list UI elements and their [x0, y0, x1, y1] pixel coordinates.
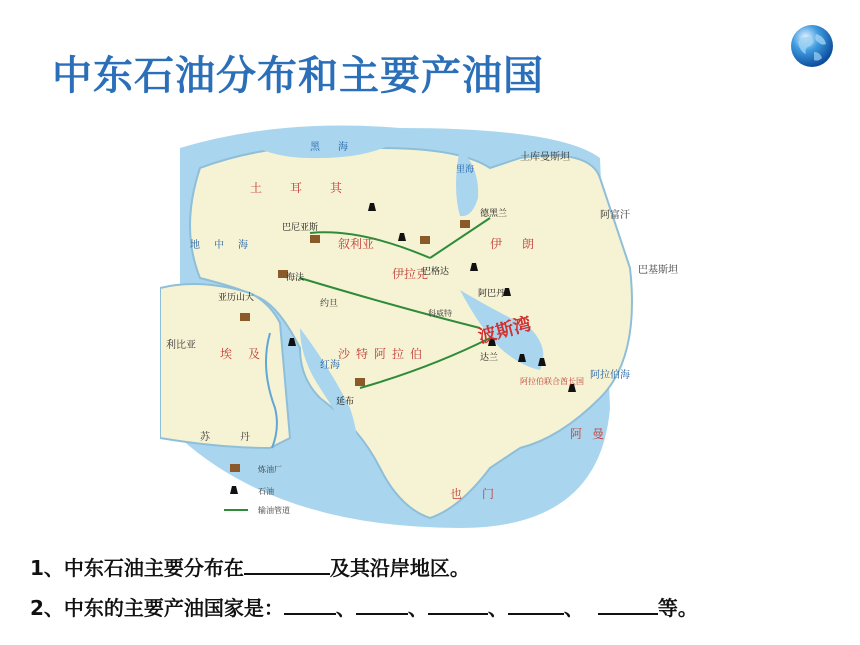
- label-afghanistan: 阿富汗: [600, 210, 630, 221]
- label-alexandria: 亚历山大: [218, 293, 255, 303]
- label-iran: 伊朗: [490, 237, 555, 251]
- label-libya: 利比亚: [166, 340, 196, 351]
- refinery-icon: [355, 378, 365, 386]
- question-1-prefix: 、中东石油主要分布在: [43, 556, 244, 580]
- legend-pipeline-label: 输油管道: [258, 506, 290, 515]
- refinery-icon: [460, 220, 470, 228]
- question-2-blank-3[interactable]: [428, 595, 488, 615]
- question-2-separator: 、: [335, 596, 356, 620]
- label-jordan: 约旦: [320, 299, 339, 309]
- label-baghdad: 巴格达: [422, 267, 450, 277]
- label-red-sea: 红海: [320, 360, 340, 371]
- question-2-separator: 、: [563, 596, 584, 620]
- question-1-number: 1: [30, 556, 44, 580]
- globe-icon: [788, 22, 836, 70]
- question-1-blank[interactable]: [244, 555, 330, 575]
- refinery-icon: [420, 236, 430, 244]
- label-arabian-sea: 阿拉伯海: [590, 370, 630, 381]
- label-haifa: 海法: [286, 273, 305, 283]
- label-syria: 叙利亚: [338, 237, 375, 251]
- question-2-separator: 、: [407, 596, 428, 620]
- question-1-suffix: 及其沿岸地区。: [329, 556, 470, 580]
- page-title: 中东石油分布和主要产油国: [52, 53, 544, 99]
- label-saudi: 沙特阿拉伯: [338, 347, 429, 361]
- label-oman: 阿曼: [570, 427, 615, 441]
- legend-refinery-icon: [230, 464, 240, 472]
- label-persian-gulf: 波斯湾: [476, 313, 534, 348]
- label-pakistan: 巴基斯坦: [638, 265, 678, 276]
- question-1: [30, 552, 470, 581]
- question-2-suffix: 等。: [657, 596, 698, 620]
- middle-east-map: [160, 108, 680, 540]
- label-yanbu: 延布: [336, 397, 355, 407]
- question-2-blank-2[interactable]: [356, 595, 408, 615]
- question-2-blank-1[interactable]: [284, 595, 336, 615]
- question-2-blank-4[interactable]: [508, 595, 564, 615]
- legend-oil-well-label: 石油: [258, 487, 274, 496]
- label-sudan: 苏丹: [200, 432, 280, 443]
- question-2-number: 2: [30, 596, 44, 620]
- question-2-prefix: 、中东的主要产油国家是：: [43, 596, 284, 620]
- label-abadan: 阿巴丹: [478, 289, 506, 299]
- label-turkey: 土耳其: [250, 181, 371, 195]
- label-yemen: 也门: [450, 487, 515, 501]
- africa-land: [160, 284, 290, 448]
- label-mediterranean: 地中海: [190, 240, 262, 251]
- label-turkmenistan: 土库曼斯坦: [520, 152, 570, 163]
- question-2-blank-5[interactable]: [598, 595, 658, 615]
- label-iraq: 伊拉克: [392, 267, 429, 281]
- label-dhahran: 达兰: [480, 353, 499, 363]
- refinery-icon: [240, 313, 250, 321]
- label-caspian-sea: 里海: [456, 165, 475, 175]
- refinery-icon: [310, 235, 320, 243]
- label-baniyas: 巴尼亚斯: [282, 223, 319, 233]
- label-kuwait: 科威特: [428, 309, 452, 318]
- question-2-separator: 、: [487, 596, 508, 620]
- question-2: [30, 592, 698, 621]
- legend-refinery-label: 炼油厂: [258, 465, 282, 474]
- label-egypt: 埃及: [220, 347, 277, 361]
- label-uae: 阿拉伯联合酋长国: [520, 377, 584, 386]
- label-tehran: 德黑兰: [480, 209, 508, 219]
- label-black-sea: 黑海: [310, 142, 366, 153]
